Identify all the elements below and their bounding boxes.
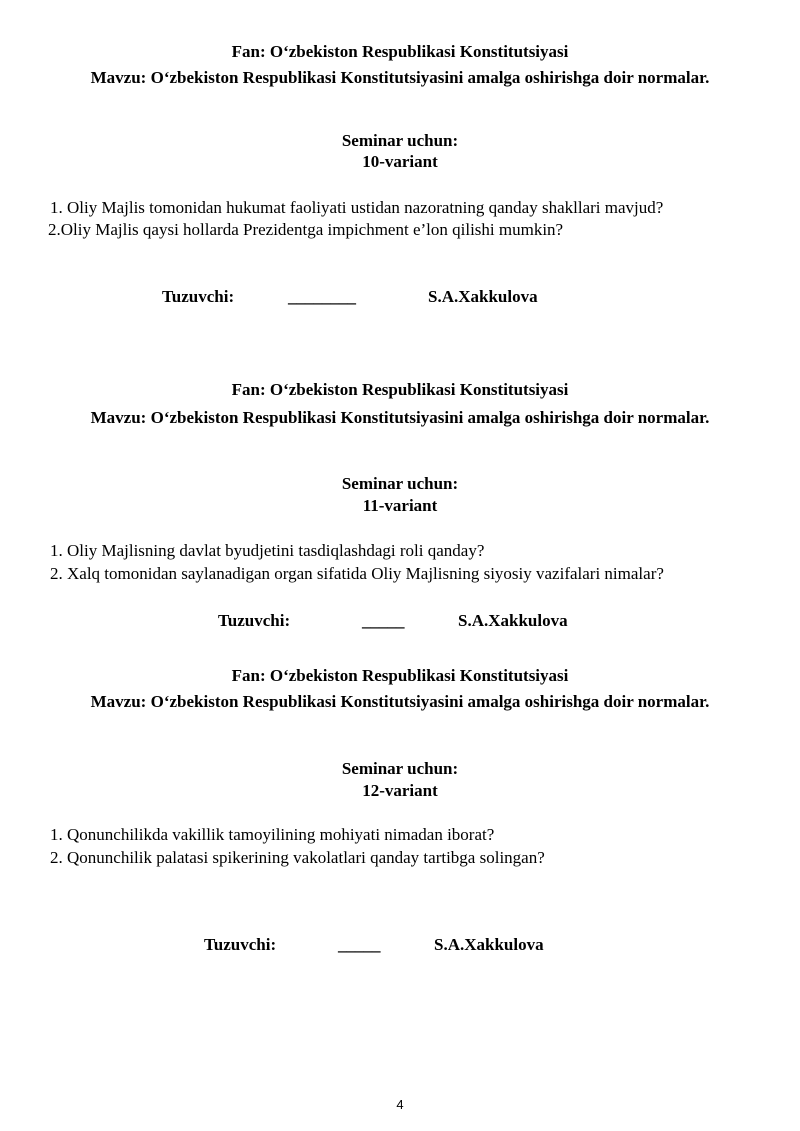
question-2: 2.Oliy Majlis qaysi hollarda Prezidentga impichment e’lon qilishi mumkin? xyxy=(48,220,564,239)
seminar-label: Seminar uchun: xyxy=(341,759,459,778)
compiler-label: Tuzuvchi: xyxy=(162,287,235,306)
subject-heading: Fan: O‘zbekiston Respublikasi Konstitutsiyasi xyxy=(231,666,569,685)
compiler-label: Tuzuvchi: xyxy=(204,935,277,954)
question-1: 1. Oliy Majlisning davlat byudjetini tasdiqlashdagi roli qanday? xyxy=(50,541,485,560)
author-name: S.A.Xakkulova xyxy=(458,611,568,630)
topic-heading: Mavzu: O‘zbekiston Respublikasi Konstitutsiyasini amalga oshirishga doir normalar. xyxy=(90,692,710,711)
question-2: 2. Xalq tomonidan saylanadigan organ sifatida Oliy Majlisning siyosiy vazifalari nimalar? xyxy=(50,564,664,583)
compiler-label: Tuzuvchi: xyxy=(218,611,291,630)
topic-heading: Mavzu: O‘zbekiston Respublikasi Konstitutsiyasini amalga oshirishga doir normalar. xyxy=(90,68,710,87)
seminar-label: Seminar uchun: xyxy=(341,474,459,493)
variant-number: 11-variant xyxy=(362,496,438,515)
topic-heading: Mavzu: O‘zbekiston Respublikasi Konstitutsiyasini amalga oshirishga doir normalar. xyxy=(90,408,710,427)
variant-number: 12-variant xyxy=(362,781,438,800)
question-1: 1. Oliy Majlis tomonidan hukumat faoliyati ustidan nazoratning qanday shakllari mavjud? xyxy=(50,198,664,217)
variant-number: 10-variant xyxy=(362,152,438,171)
seminar-label: Seminar uchun: xyxy=(341,131,459,150)
subject-heading: Fan: O‘zbekiston Respublikasi Konstitutsiyasi xyxy=(231,380,569,399)
subject-heading: Fan: O‘zbekiston Respublikasi Konstitutsiyasi xyxy=(231,42,569,61)
question-1: 1. Qonunchilikda vakillik tamoyilining mohiyati nimadan iborat? xyxy=(50,825,495,844)
page-number: 4 xyxy=(396,1097,404,1112)
author-name: S.A.Xakkulova xyxy=(428,287,538,306)
signature-line: _____ xyxy=(338,935,381,954)
signature-line: _____ xyxy=(362,611,405,630)
question-2: 2. Qonunchilik palatasi spikerining vakolatlari qanday tartibga solingan? xyxy=(50,848,545,867)
author-name: S.A.Xakkulova xyxy=(434,935,544,954)
signature-line: ________ xyxy=(288,287,356,306)
